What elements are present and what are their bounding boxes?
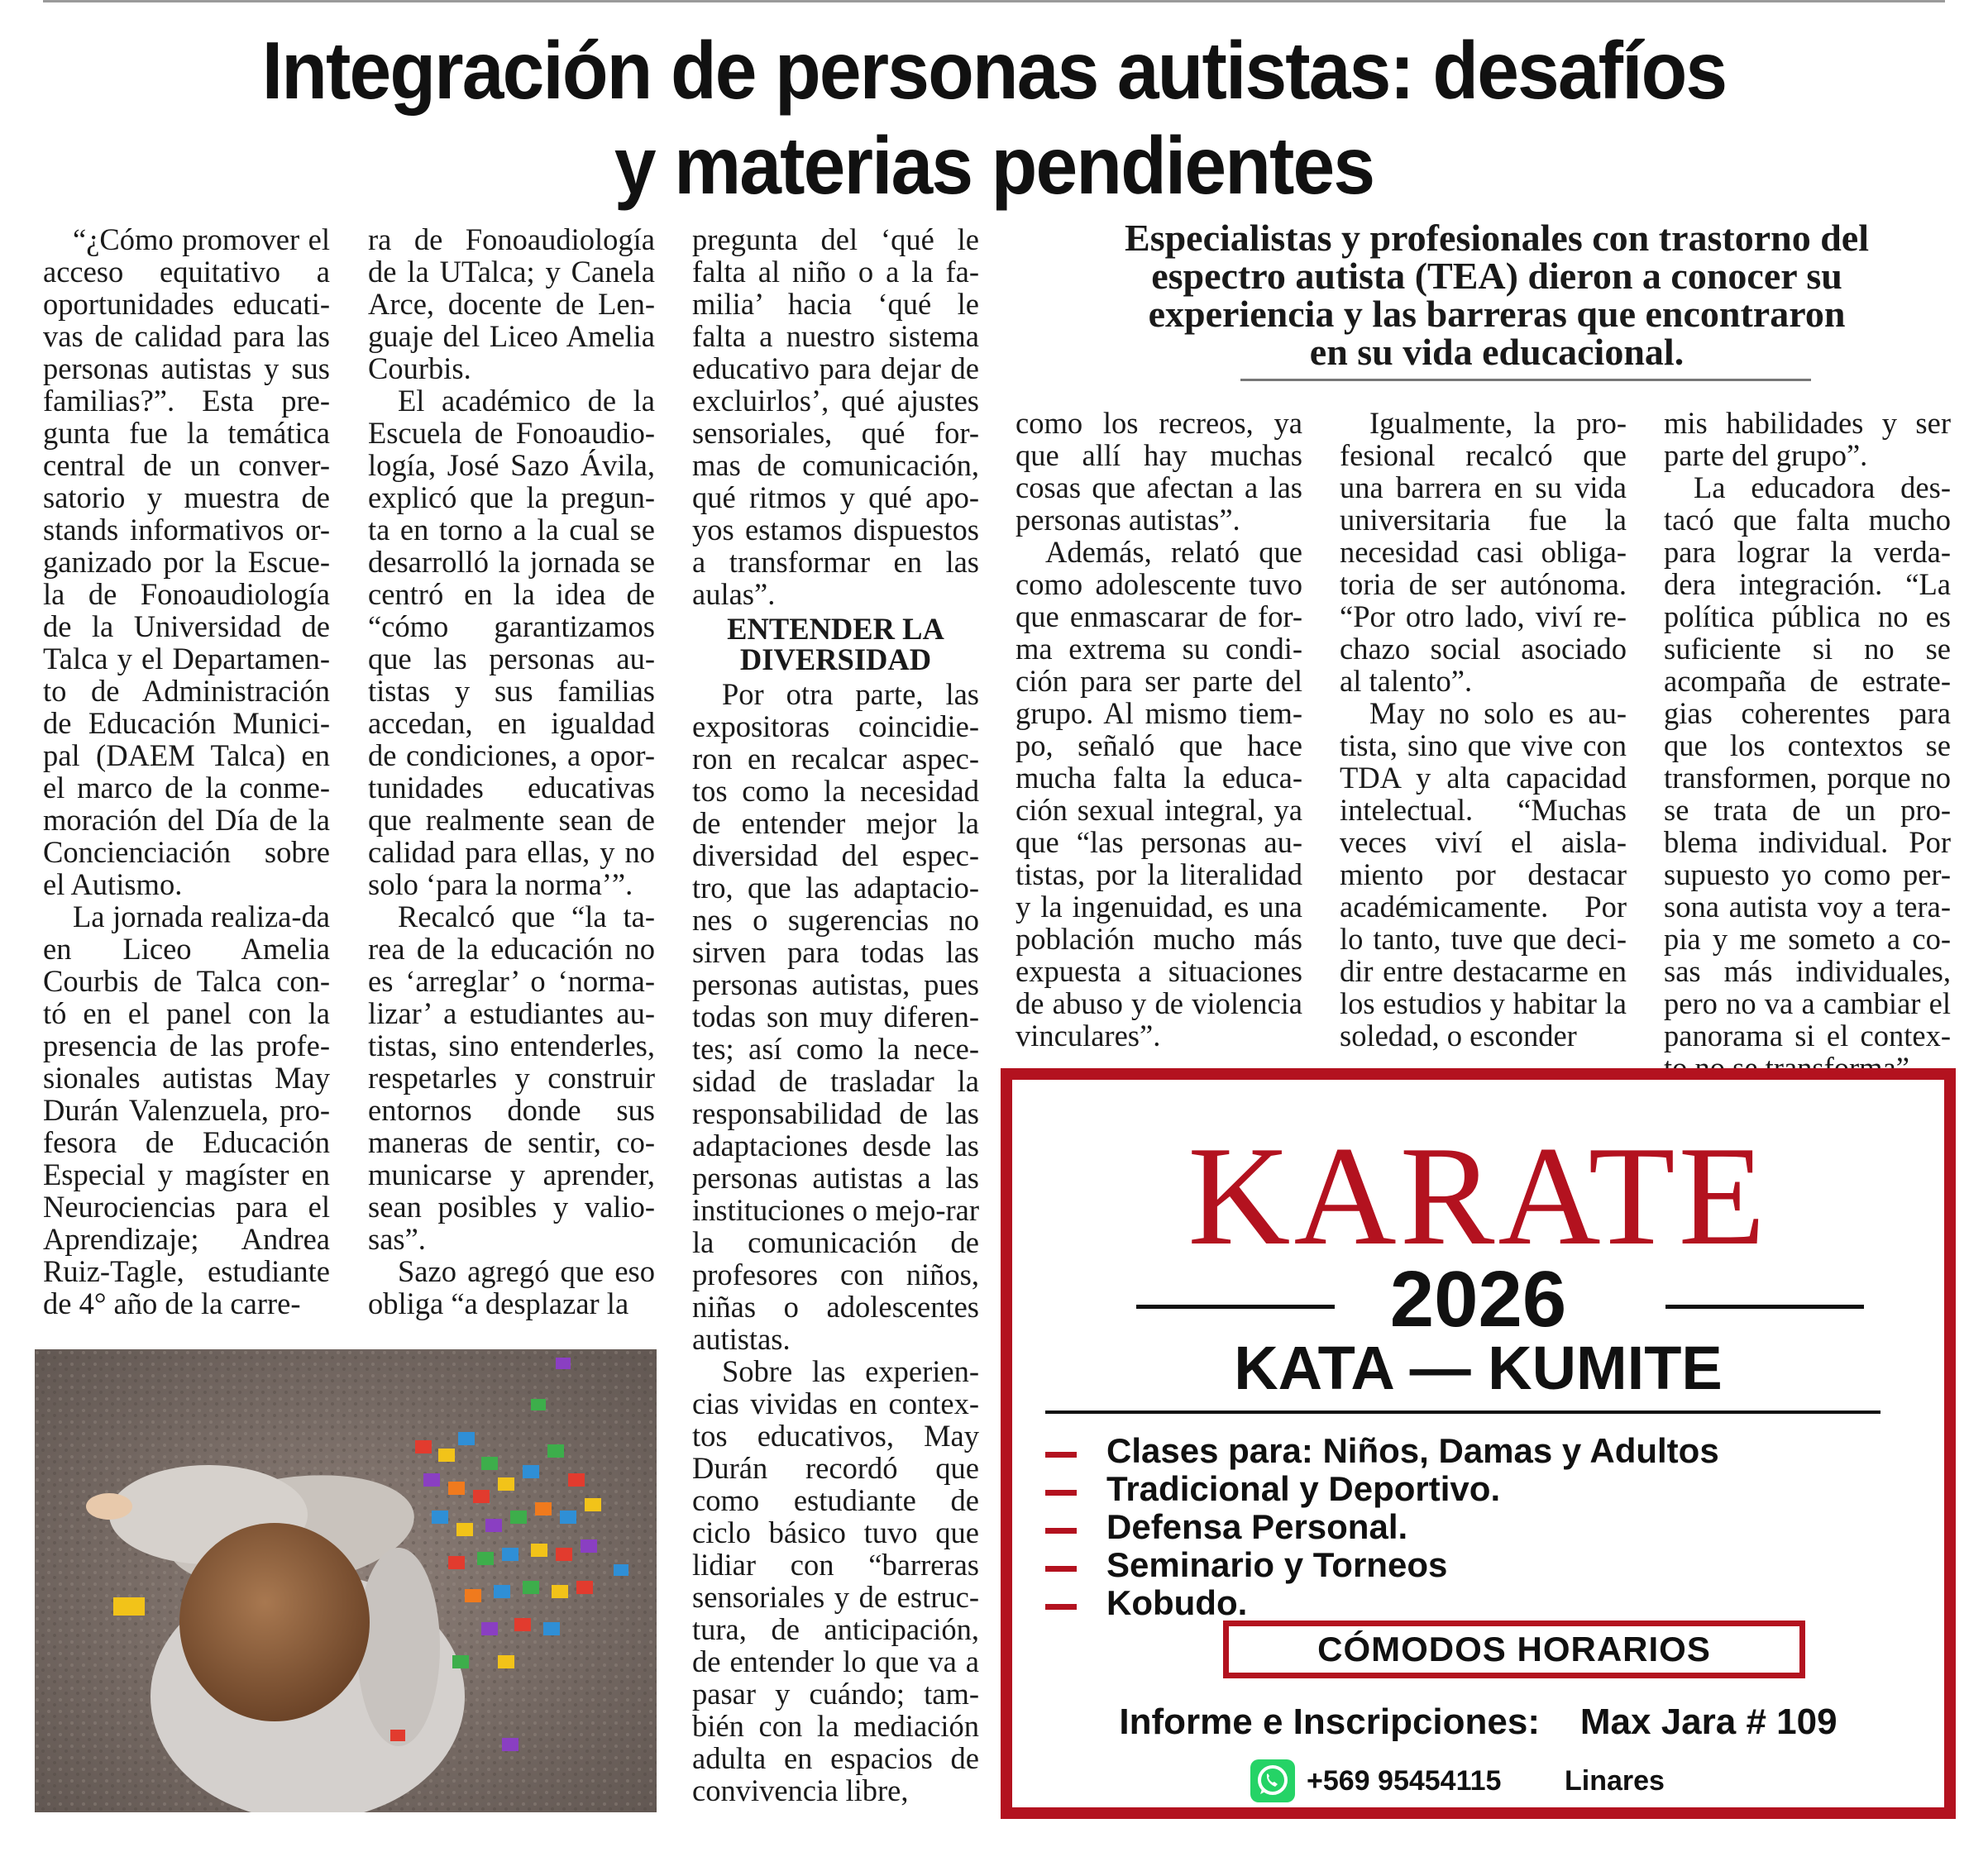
article-column-2 bbox=[368, 223, 655, 1320]
bullet-dash-icon bbox=[1045, 1452, 1077, 1458]
ad-feature-text: Kobudo. bbox=[1106, 1583, 1248, 1622]
paragraph: Por otra parte, las expositoras coincidie-ron en recalcar aspec-tos como la necesidad de entender mejor la diversidad del espec-tro, que las adaptacio-nes o sugerencias no sirven para todas las personas autistas, pues todas son muy diferen-tes; así como la nece-sidad de trasladar la responsabilidad de las adaptaciones desde las personas autistas a las instituciones o mejo-rar la comunicación de profesores con niños, niñas o adolescentes autistas. bbox=[692, 677, 979, 1356]
paragraph: Además, relató que como adolescente tuvo que enmascarar de for-ma extrema su condi-ción para ser parte del grupo. Al mismo tiem-po, señaló que hace mucha falta la educa-ción sexual integral, ya que “las personas au-tistas, por la literalidad y la ingenuidad, es una población mucho más expuesta a situaciones de abuso y de violencia vinculares”. bbox=[1016, 535, 1302, 1052]
photo-illustration bbox=[35, 1349, 657, 1812]
paragraph: La jornada realiza-da en Liceo Amelia Courbis de Talca con-tó en el panel con la presencia de las profe-sionales autistas May Durán Valenzuela, pro-fesora de Educación Especial y magíster en Neurociencias para el Aprendizaje; Andrea Ruiz-Tagle, estudiante de 4° año de la carre- bbox=[43, 900, 330, 1320]
whatsapp-icon bbox=[1249, 1759, 1297, 1802]
child-playing-with-blocks-photo bbox=[35, 1349, 657, 1812]
paragraph: May no solo es au-tista, sino que vive con TDA y alta capacidad intelectual. “Muchas veces viví el aisla-miento por destacar académicamente. Por lo tanto, tuve que deci-dir entre destacarme en los estudios y habitar la soledad, o esconder bbox=[1340, 696, 1627, 1052]
bullet-dash-icon bbox=[1045, 1490, 1077, 1496]
paragraph: mis habilidades y ser parte del grupo”. bbox=[1664, 406, 1951, 472]
ad-city: Linares bbox=[1565, 1765, 1665, 1797]
ad-feature-text: Clases para: Niños, Damas y Adultos bbox=[1106, 1431, 1719, 1470]
ad-subtitle: KATA — KUMITE bbox=[1234, 1334, 1723, 1402]
headline-line-2: y materias pendientes bbox=[614, 120, 1374, 211]
deck-line: espectro autista (TEA) dieron a conocer su bbox=[1151, 255, 1842, 297]
article-deck bbox=[1075, 219, 1919, 371]
ad-phone-number: +569 95454115 bbox=[1307, 1765, 1502, 1797]
bullet-dash-icon bbox=[1045, 1604, 1077, 1610]
bullet-dash-icon bbox=[1045, 1566, 1077, 1572]
paragraph: como los recreos, ya que allí hay muchas cosas que afectan a las personas autistas”. bbox=[1016, 406, 1302, 537]
headline bbox=[69, 23, 1919, 213]
decorative-rule-right bbox=[1665, 1305, 1864, 1309]
paragraph: La educadora des-tacó que falta mucho para lograr la verda-dera integración. “La política pública no es suficiente si no se acompaña de estrate-gias coherentes para que los contextos se transformen, porque no se trata de un pro-blema individual. Por supuesto yo como per-sona autista voy a tera-pia y me someto a co-sas más individuales, pero no va a cambiar el panorama si el contex- bbox=[1664, 470, 1951, 1052]
paragraph: Igualmente, la pro-fesional recalcó que una barrera en su vida universitaria fue la necesidad casi obliga-toria de ser autónoma. “Por otro lado, viví re-chazo social asociado al talento”. bbox=[1340, 406, 1627, 698]
ad-contact-info: Informe e Inscripciones: Max Jara # 109 bbox=[1119, 1702, 1837, 1742]
paragraph: “¿Cómo promover el acceso equitativo a oportunidades educati-vas de calidad para las personas autistas y sus familias?”. Esta pre-gunta fue la temática central de un conver-satorio y muestra de stands informativos or-ganizado por la Escue-la de Fonoaudiología de la Universidad de Talca y el Departamen-to de Administración de Educación Munici-pal (DAEM Talca) en el marco de la conme-moración del Día de la Concienciación sobre el Autismo. bbox=[43, 222, 330, 901]
ad-title: KARATE bbox=[1188, 1118, 1769, 1275]
article-column-1 bbox=[43, 223, 330, 1320]
paragraph: ra de Fonoaudiología de la UTalca; y Canela Arce, docente de Len-guaje del Liceo Amelia Courbis. bbox=[368, 222, 655, 385]
ad-feature-text: Defensa Personal. bbox=[1106, 1507, 1408, 1546]
article-column-4 bbox=[1016, 407, 1302, 1052]
schedule-box: CÓMODOS HORARIOS bbox=[1223, 1620, 1805, 1678]
article-column-6 bbox=[1664, 407, 1951, 1084]
deck-line: Especialistas y profesionales con trastorno del bbox=[1125, 217, 1869, 259]
headline-line-1: Integración de personas autistas: desafíos bbox=[261, 25, 1727, 116]
bullet-dash-icon bbox=[1045, 1528, 1077, 1534]
paragraph: Sazo agregó que eso obliga “a desplazar la bbox=[368, 1254, 655, 1320]
subheading: ENTENDER LA DIVERSIDAD bbox=[727, 612, 944, 676]
ad-feature-text: Tradicional y Deportivo. bbox=[1106, 1469, 1501, 1508]
karate-advertisement bbox=[1001, 1068, 1956, 1819]
paragraph: El académico de la Escuela de Fonoaudio-logía, José Sazo Ávila, explicó que la pregun-ta en torno a la cual se desarrolló la jornada se centró en la idea de “cómo garantizamos que las personas au-tistas y sus familias accedan, en igualdad de condiciones, a opor-tunidades educativas que realmente sean de calidad para ellas, y no solo ‘para la norma’”. bbox=[368, 384, 655, 901]
deck-line: experiencia y las barreras que encontraron bbox=[1148, 293, 1846, 335]
article-column-5 bbox=[1340, 407, 1627, 1052]
ad-year: 2026 bbox=[1389, 1255, 1567, 1344]
paragraph: Sobre las experien-cias vividas en contex-tos educativos, May Durán recordó que como estudiante de ciclo básico tuvo que lidiar con “barreras sensoriales y de estruc-tura, de anticipación, de entender lo que va a pasar y cuándo; tam-bién con la mediación adulta en espacios de convivencia libre, bbox=[692, 1354, 979, 1807]
deck-line: en su vida educacional. bbox=[1309, 331, 1685, 373]
deck-rule bbox=[1240, 379, 1811, 381]
paragraph: pregunta del ‘qué le falta al niño o a la fa-milia’ hacia ‘qué le falta a nuestro sistema educativo para dejar de excluirlos’, qué ajustes sensoriales, qué for-mas de comunicación, qué ritmos y qué apo-yos estamos dispuestos a transformar en las aulas”. bbox=[692, 222, 979, 611]
ad-phone-row bbox=[1012, 1759, 1944, 1801]
article-column-3 bbox=[692, 223, 979, 1807]
top-rule bbox=[43, 0, 1945, 2]
paragraph: Recalcó que “la ta-rea de la educación no es ‘arreglar’ o ‘norma-lizar’ a estudiantes au-tistas, sino entenderles, respetarles y construir entornos donde sus maneras de sentir, co-municarse y aprender, sean posibles y valio-sas”. bbox=[368, 900, 655, 1256]
ad-divider bbox=[1045, 1410, 1880, 1414]
ad-feature-text: Seminario y Torneos bbox=[1106, 1545, 1448, 1584]
